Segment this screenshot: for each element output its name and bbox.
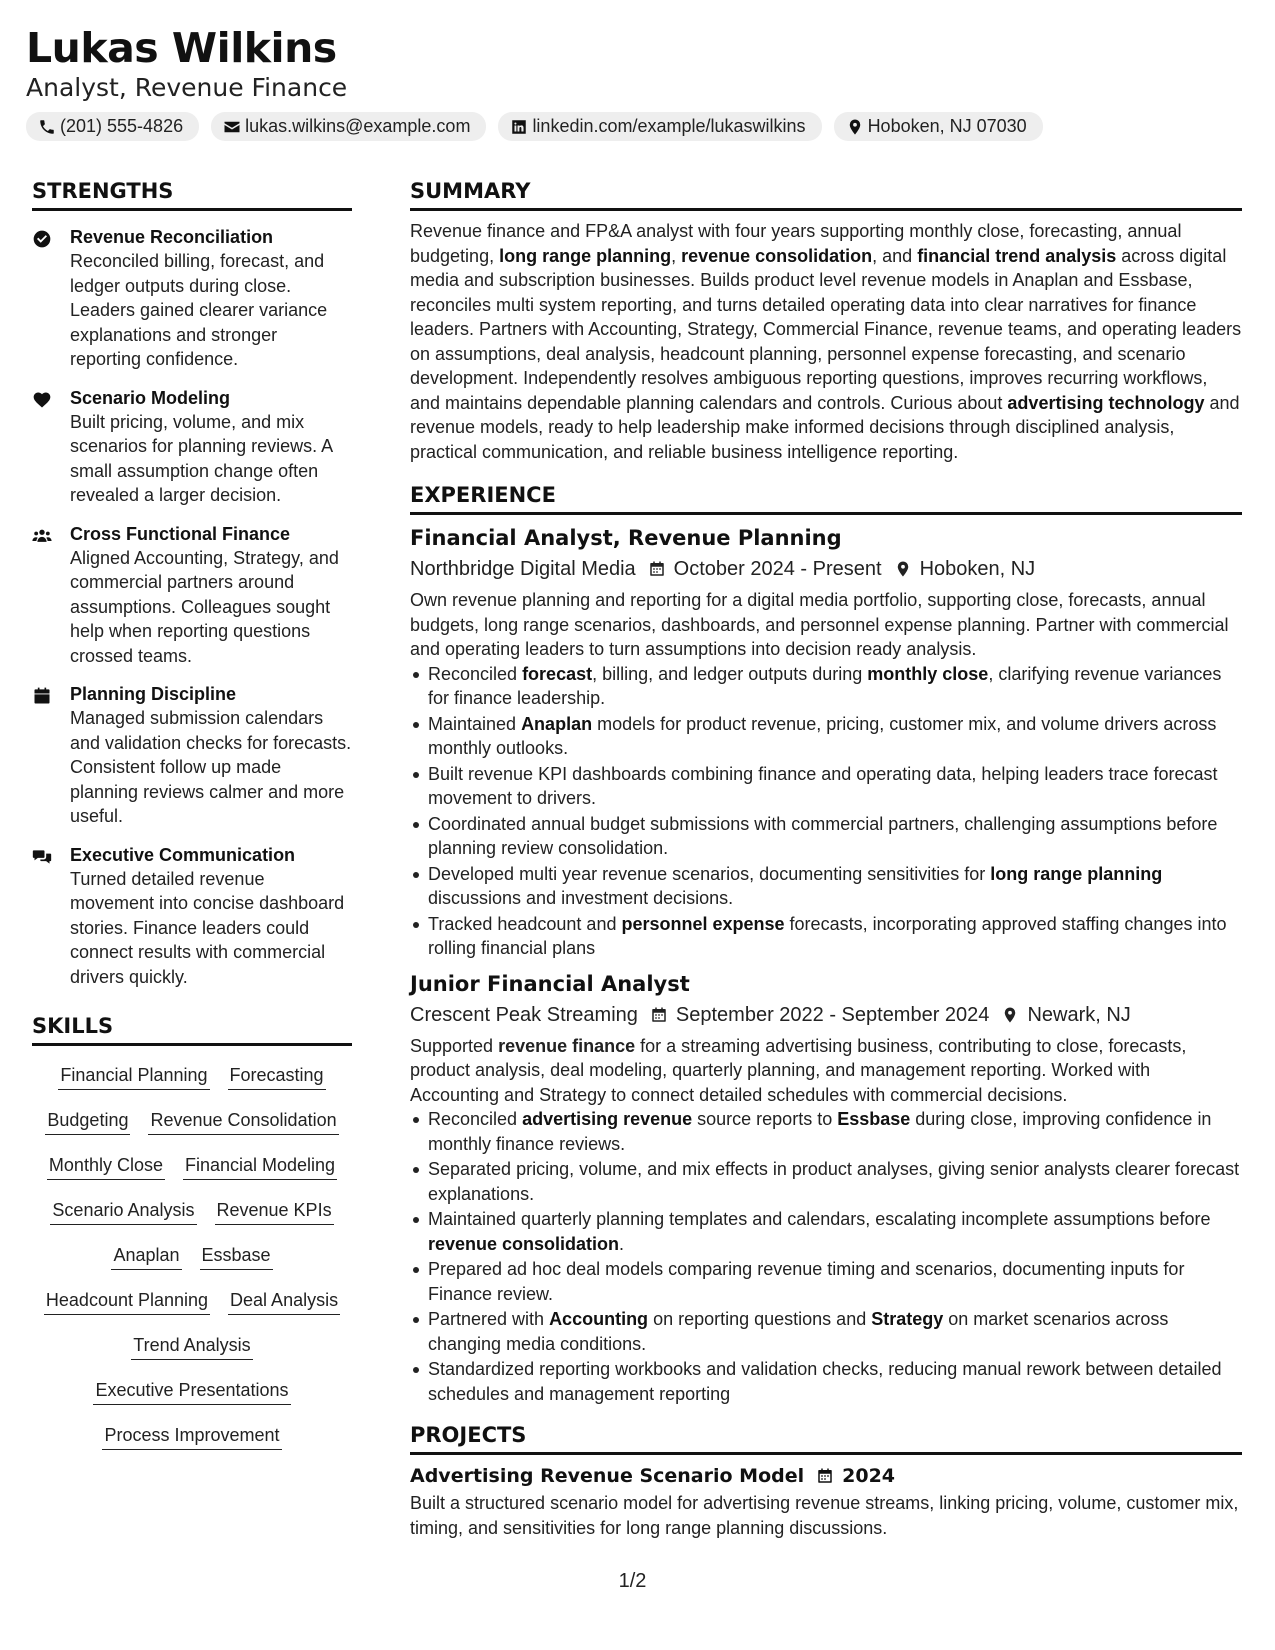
job-bullet: Tracked headcount and personnel expense forecasts, incorporating approved staffing changes into rolling financial plans xyxy=(410,912,1242,961)
job-bullet: Standardized reporting workbooks and validation checks, reducing manual rework between detailed schedules and management reporting xyxy=(410,1357,1242,1406)
skill-tag: Revenue KPIs xyxy=(215,1198,334,1225)
map-pin-icon xyxy=(846,118,864,136)
calendar-icon xyxy=(816,1467,834,1485)
job-bullet: Built revenue KPI dashboards combining finance and operating data, helping leaders trace forecast movement to drivers. xyxy=(410,762,1242,811)
job-title: Financial Analyst, Revenue Planning xyxy=(410,526,842,550)
envelope-icon xyxy=(223,118,241,136)
candidate-role: Analyst, Revenue Finance xyxy=(26,73,348,102)
strength-desc: Managed submission calendars and validation checks for forecasts. Consistent follow up made planning reviews calmer and more useful. xyxy=(70,708,352,826)
job-location: Hoboken, NJ xyxy=(919,558,1036,580)
heart-icon xyxy=(32,390,52,410)
contact-phone[interactable] xyxy=(26,112,199,141)
job-bullet: Prepared ad hoc deal models comparing revenue timing and scenarios, documenting inputs for Finance review. xyxy=(410,1257,1242,1306)
job-dates: October 2024 - Present xyxy=(673,558,882,580)
skills-heading: SKILLS xyxy=(32,1011,352,1046)
skills-section xyxy=(32,1011,352,1459)
strength-title: Scenario Modeling xyxy=(70,387,231,408)
skill-tag: Process Improvement xyxy=(102,1423,281,1450)
job-description: Supported revenue finance for a streaming advertising business, contributing to close, forecasts, product analysis, deal modeling, quarterly planning, and management reporting. Worked with Accounting and Strategy to connect detailed schedules with commercial decisions. xyxy=(410,1035,1187,1105)
project-title: Advertising Revenue Scenario Model xyxy=(410,1465,805,1487)
job-bullet: Partnered with Accounting on reporting questions and Strategy on market scenarios across changing media conditions. xyxy=(410,1307,1242,1356)
job-location: Newark, NJ xyxy=(1027,1003,1131,1026)
calendar-icon xyxy=(32,686,52,706)
contact-phone-text: (201) 555-4826 xyxy=(60,116,184,136)
skill-tag: Financial Planning xyxy=(58,1063,209,1090)
strength-title: Cross Functional Finance xyxy=(70,523,291,544)
page-number: 1/2 xyxy=(618,1570,647,1592)
strengths-list xyxy=(32,225,352,989)
strength-title: Planning Discipline xyxy=(70,684,237,704)
project-year: 2024 xyxy=(842,1465,896,1487)
skill-tag: Budgeting xyxy=(45,1108,130,1135)
skill-tag: Revenue Consolidation xyxy=(148,1108,338,1135)
candidate-name: Lukas Wilkins xyxy=(26,24,337,72)
strength-desc: Built pricing, volume, and mix scenarios for planning reviews. A small assumption change often revealed a larger decision. xyxy=(70,411,333,505)
job-meta xyxy=(410,554,1242,584)
right-column xyxy=(410,176,1242,1540)
skill-tag: Trend Analysis xyxy=(131,1333,252,1360)
map-pin-icon xyxy=(894,560,912,578)
job-description: Own revenue planning and reporting for a digital media portfolio, supporting close, forecasts, annual budgets, long range scenarios, dashboards, and personnel expense planning. Partner with commercial and operating leaders to turn assumptions into decision ready analysis. xyxy=(410,590,1229,659)
strengths-heading: STRENGTHS xyxy=(32,176,352,211)
strength-item xyxy=(32,843,352,990)
strength-item xyxy=(32,225,352,372)
skill-tag: Essbase xyxy=(200,1243,273,1270)
skill-tag: Anaplan xyxy=(111,1243,181,1270)
job-bullet: Reconciled advertising revenue source reports to Essbase during close, improving confidence in monthly finance reviews. xyxy=(410,1107,1242,1156)
strength-title: Executive Communication xyxy=(70,844,296,865)
strength-item xyxy=(32,386,352,508)
skill-tag: Headcount Planning xyxy=(44,1288,210,1315)
project-title-row xyxy=(410,1461,1242,1491)
strength-title: Revenue Reconciliation xyxy=(70,227,274,247)
projects-heading: PROJECTS xyxy=(410,1420,1242,1455)
strength-item xyxy=(32,682,352,829)
contact-linkedin-text: linkedin.com/example/lukaswilkins xyxy=(532,116,806,136)
linkedin-icon xyxy=(510,118,528,136)
resume-header xyxy=(26,22,1246,141)
job-bullet: Maintained quarterly planning templates and calendars, escalating incomplete assumptions before revenue consolidation. xyxy=(410,1207,1242,1256)
contact-email-text: lukas.wilkins@example.com xyxy=(245,116,471,136)
calendar-icon xyxy=(650,1006,668,1024)
calendar-icon xyxy=(648,560,666,578)
job-meta xyxy=(410,1000,1242,1030)
skills-list xyxy=(32,1054,352,1459)
comments-icon xyxy=(32,847,52,867)
job-bullets xyxy=(410,662,1242,961)
contact-bar xyxy=(26,112,1246,141)
job-title: Junior Financial Analyst xyxy=(410,971,690,996)
strength-desc: Reconciled billing, forecast, and ledger outputs during close. Leaders gained clearer variance explanations and stronger reporting confidence. xyxy=(70,251,328,369)
job-entry xyxy=(410,523,1242,961)
job-bullets xyxy=(410,1107,1242,1406)
skill-tag: Scenario Analysis xyxy=(50,1198,196,1225)
job-bullet: Maintained Anaplan models for product revenue, pricing, customer mix, and volume drivers across monthly outlooks. xyxy=(410,712,1242,761)
job-company: Crescent Peak Streaming xyxy=(410,1003,638,1026)
job-bullet: Separated pricing, volume, and mix effects in product analyses, giving senior analysts clearer forecast explanations. xyxy=(410,1157,1242,1206)
map-pin-icon xyxy=(1001,1006,1019,1024)
strength-desc: Turned detailed revenue movement into concise dashboard stories. Finance leaders could connect results with commercial drivers quickly. xyxy=(70,868,345,987)
skill-tag: Deal Analysis xyxy=(228,1288,340,1315)
job-dates: September 2022 - September 2024 xyxy=(675,1003,990,1026)
experience-heading: EXPERIENCE xyxy=(410,480,1242,515)
job-company: Northbridge Digital Media xyxy=(410,558,636,580)
skill-tag: Monthly Close xyxy=(47,1153,165,1180)
contact-location xyxy=(834,112,1043,141)
skill-tag: Financial Modeling xyxy=(183,1153,337,1180)
projects-section xyxy=(410,1420,1242,1540)
users-icon xyxy=(32,526,52,546)
summary-text: Revenue finance and FP&A analyst with four years supporting monthly close, forecasting, annual budgeting, long range planning, revenue consolidation, and financial trend analysis across digital media and subscription businesses. Builds product level revenue models in Anaplan and Essbase, reconciles multi system reporting, and turns detailed operating data into clear narratives for finance leaders. Partners with Accounting, Strategy, Commercial Finance, revenue teams, and operating leaders on assumptions, deal analysis, headcount planning, personnel expense forecasting, and scenario development. Independently resolves ambiguous reporting questions, improves recurring workflows, and maintains dependable planning calendars and controls. Curious about advertising technology and revenue models, ready to help leadership make informed decisions through disciplined analysis, practical communication, and reliable business intelligence reporting. xyxy=(410,221,1242,462)
left-column xyxy=(32,176,352,1459)
strength-item xyxy=(32,522,352,669)
job-bullet: Reconciled forecast, billing, and ledger outputs during monthly close, clarifying revenue variances for finance leadership. xyxy=(410,662,1242,711)
job-bullet: Developed multi year revenue scenarios, documenting sensitivities for long range planning discussions and investment decisions. xyxy=(410,862,1242,911)
project-description: Built a structured scenario model for advertising revenue streams, linking pricing, volume, customer mix, timing, and sensitivities for long range planning discussions. xyxy=(410,1493,1239,1538)
summary-heading: SUMMARY xyxy=(410,176,1242,211)
strength-desc: Aligned Accounting, Strategy, and commercial partners around assumptions. Colleagues sought help when reporting questions crossed teams. xyxy=(70,547,339,666)
skill-tag: Forecasting xyxy=(228,1063,326,1090)
job-entry xyxy=(410,969,1242,1407)
phone-icon xyxy=(38,118,56,136)
job-bullet: Coordinated annual budget submissions with commercial partners, challenging assumptions before planning review consolidation. xyxy=(410,812,1242,861)
check-circle-icon xyxy=(32,229,52,249)
skill-tag: Executive Presentations xyxy=(93,1378,290,1405)
contact-email[interactable] xyxy=(211,112,486,141)
contact-location-text: Hoboken, NJ 07030 xyxy=(867,116,1027,136)
contact-linkedin[interactable] xyxy=(498,112,821,141)
experience-section xyxy=(410,480,1242,1406)
